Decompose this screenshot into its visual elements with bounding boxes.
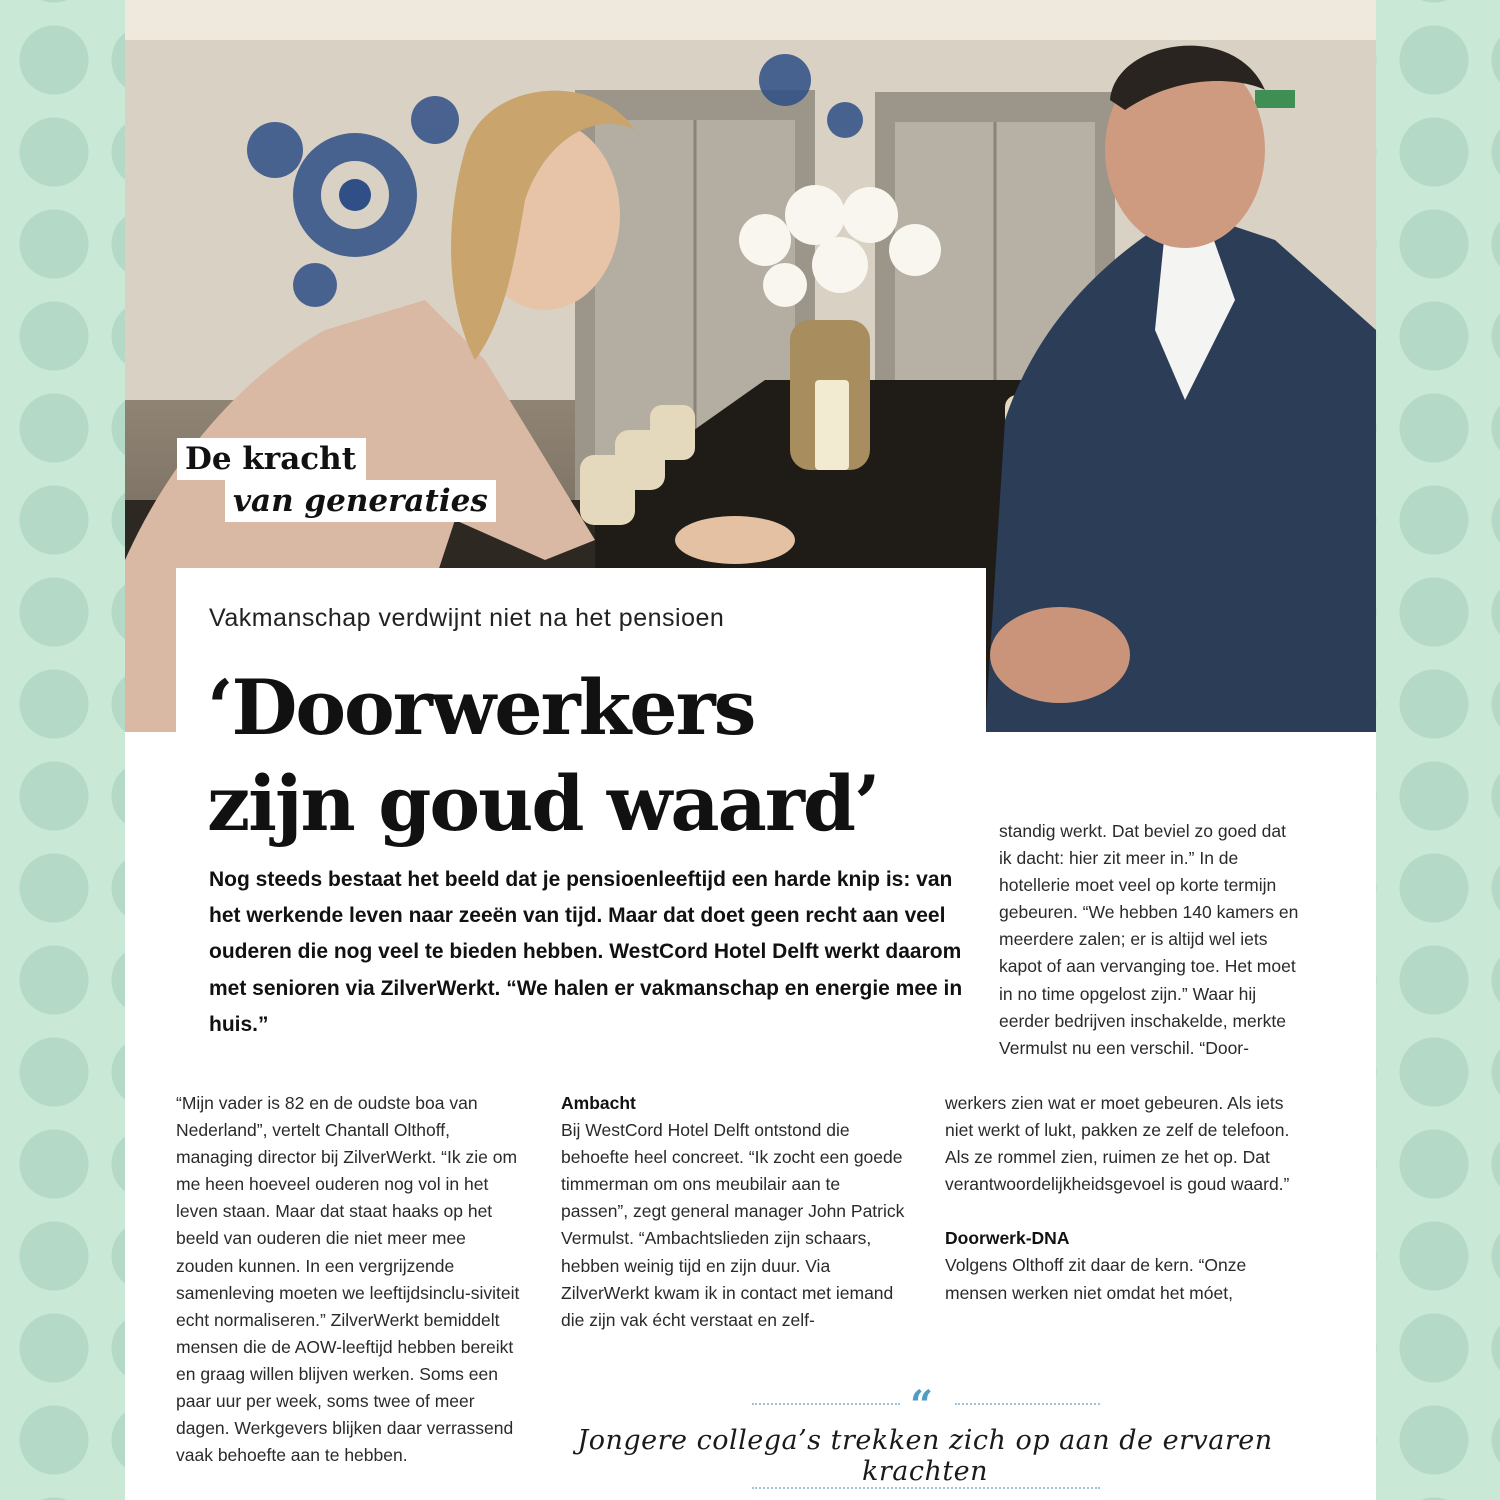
badge-line-1: De kracht bbox=[177, 438, 366, 480]
subheading-doorwerk-dna: Doorwerk-DNA bbox=[945, 1228, 1070, 1249]
subheading-ambacht: Ambacht bbox=[561, 1093, 636, 1113]
quote-divider-left bbox=[752, 1403, 900, 1405]
column-3-top-text: standig werkt. Dat beviel zo goed dat ik dacht: hier zit meer in.” In de hotellerie moet veel op korte termijn gebeuren. “We hebben 140 kamers en meerdere zalen; er is altijd wel iets kapot of aan vervanging toe. Het moet in no time opgelost zijn.” Waar hij eerder bedrijven inschakelde, merkte Vermulst nu een verschil. “Door- bbox=[999, 821, 1299, 1058]
badge-line-2: van generaties bbox=[225, 480, 496, 522]
column-2-text: Bij WestCord Hotel Delft ontstond die behoefte heel concreet. “Ik zocht een goede timmerman om ons meubilair aan te passen”, zegt general manager John Patrick Vermulst. “Ambachtslieden zijn schaars, hebben weinig tijd en zijn duur. Via ZilverWerkt kwam ik in contact met iemand die zijn vak écht verstaat en zelf- bbox=[561, 1120, 905, 1330]
quote-divider-bottom bbox=[752, 1487, 1100, 1489]
pull-quote: Jongere collega’s trekken zich op aan de ervaren krachten bbox=[577, 1425, 1273, 1487]
headline-line-2: zijn goud waard’ bbox=[207, 759, 879, 848]
lead-paragraph: Nog steeds bestaat het beeld dat je pensioenleeftijd een harde knip is: van het werkende leven naar zeeën van tijd. Maar dat doet geen recht aan veel ouderen die nog veel te bieden hebben. WestCord Hotel Delft werkt daarom met senioren via ZilverWerkt. “We halen er vakmanschap en energie mee in huis.” bbox=[209, 868, 963, 1036]
quote-divider-right bbox=[955, 1403, 1100, 1405]
kicker: Vakmanschap verdwijnt niet na het pensioen bbox=[209, 604, 725, 632]
magazine-page bbox=[125, 0, 1376, 1500]
column-1 bbox=[176, 1090, 521, 1469]
column-3-continued-text: werkers zien wat er moet gebeuren. Als iets niet werkt of lukt, pakken ze zelf de telefoon. Als ze rommel zien, ruimen ze het op. Dat verantwoordelijkheidsgevoel is goud waard.” bbox=[945, 1093, 1290, 1195]
headline bbox=[207, 660, 967, 852]
column-3 bbox=[945, 1090, 1290, 1307]
column-2 bbox=[561, 1090, 911, 1334]
column-3-top bbox=[999, 818, 1299, 1062]
column-1-text: “Mijn vader is 82 en de oudste boa van Nederland”, vertelt Chantall Olthoff, managing director bij ZilverWerkt. “Ik zie om me heen hoeveel ouderen nog vol in het leven staan. Maar dat staat haaks op het beeld van ouderen die niet meer mee zouden kunnen. In een vergrijzende samenleving moeten we leeftijdsinclu-siviteit echt normaliseren.” ZilverWerkt bemiddelt mensen die de AOW-leeftijd hebben bereikt en graag willen blijven werken. Soms een paar uur per week, soms twee of meer dagen. Werkgevers blijken daar verrassend vaak behoefte aan te hebben. bbox=[176, 1093, 520, 1466]
headline-line-1: ‘Doorwerkers bbox=[207, 663, 755, 752]
section-badge bbox=[177, 438, 496, 522]
column-3-text: Volgens Olthoff zit daar de kern. “Onze mensen werken niet omdat het móet, bbox=[945, 1255, 1247, 1303]
quote-mark-icon: “ bbox=[910, 1382, 934, 1429]
